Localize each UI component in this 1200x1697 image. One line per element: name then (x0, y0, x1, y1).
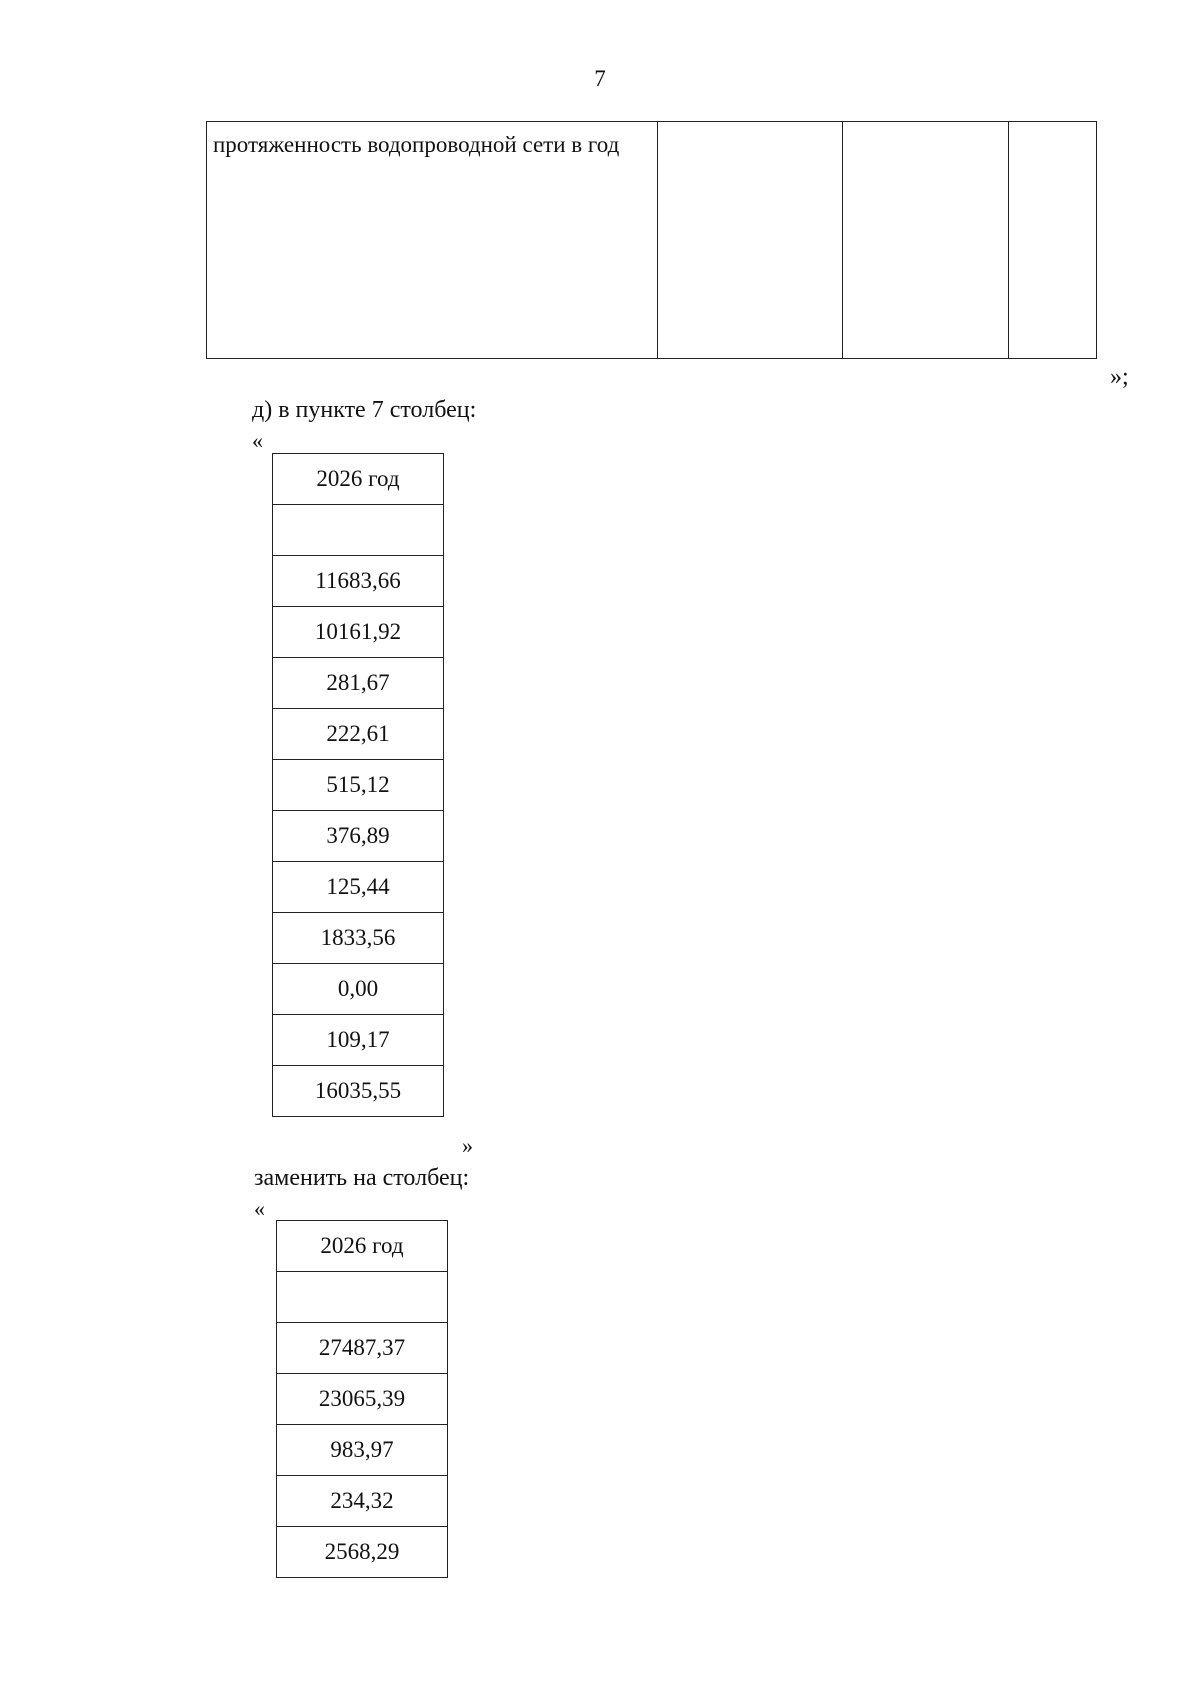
table-row (273, 556, 444, 607)
page-number: 7 (594, 66, 606, 91)
table-cell: 376,89 (273, 811, 444, 862)
table-row (273, 862, 444, 913)
table-cell (277, 1272, 448, 1323)
open-quote-mark: « (252, 428, 263, 453)
table-cell: 222,61 (273, 709, 444, 760)
table-row (273, 811, 444, 862)
table-row (277, 1323, 448, 1374)
table-cell: 125,44 (273, 862, 444, 913)
table-row (273, 709, 444, 760)
continuation-table (206, 121, 1097, 359)
table-row (277, 1374, 448, 1425)
table-row (273, 913, 444, 964)
table-cell: 1833,56 (273, 913, 444, 964)
closing-quote-mark: »; (1110, 364, 1129, 390)
table-cell (658, 122, 843, 359)
table-row (273, 964, 444, 1015)
table-cell: 281,67 (273, 658, 444, 709)
table-cell: 10161,92 (273, 607, 444, 658)
table-cell: 23065,39 (277, 1374, 448, 1425)
close-quote-mark: » (462, 1133, 473, 1158)
table-row (273, 505, 444, 556)
table-row (273, 607, 444, 658)
table-cell: 2568,29 (277, 1527, 448, 1578)
column-header: 2026 год (277, 1221, 448, 1272)
table-cell: 109,17 (273, 1015, 444, 1066)
open-quote-mark: « (254, 1196, 265, 1221)
table-row (273, 1015, 444, 1066)
table-row (277, 1527, 448, 1578)
column-header: 2026 год (273, 454, 444, 505)
table-cell: 0,00 (273, 964, 444, 1015)
table-row (273, 1066, 444, 1117)
table-cell: 515,12 (273, 760, 444, 811)
table-cell-indicator: протяженность водопроводной сети в год (207, 122, 658, 359)
table-cell (1009, 122, 1097, 359)
table-row (273, 760, 444, 811)
table-row (277, 1221, 448, 1272)
table-cell (273, 505, 444, 556)
table-row (273, 454, 444, 505)
table-cell: 234,32 (277, 1476, 448, 1527)
table-row (273, 658, 444, 709)
table-row (277, 1476, 448, 1527)
replacement-column-table (276, 1220, 448, 1578)
section-d-intro: д) в пункте 7 столбец: (252, 397, 477, 423)
table-cell: 16035,55 (273, 1066, 444, 1117)
table-row (207, 122, 1097, 359)
table-cell (843, 122, 1009, 359)
original-column-table (272, 453, 444, 1117)
replace-intro: заменить на столбец: (254, 1165, 470, 1191)
table-row (277, 1272, 448, 1323)
table-cell: 983,97 (277, 1425, 448, 1476)
table-cell: 27487,37 (277, 1323, 448, 1374)
table-row (277, 1425, 448, 1476)
table-cell: 11683,66 (273, 556, 444, 607)
